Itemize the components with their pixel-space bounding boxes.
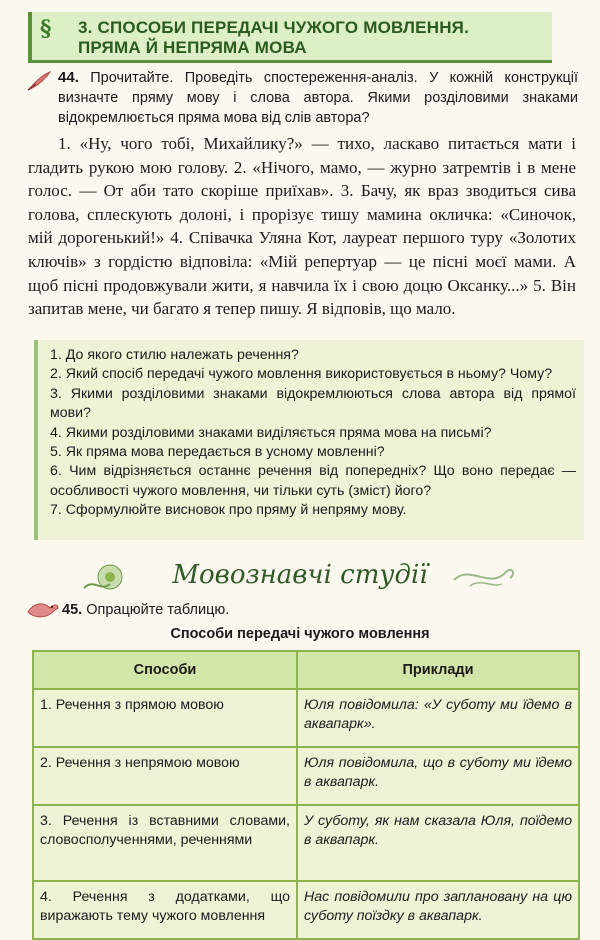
- ways-table: [32, 650, 580, 940]
- task-45: [62, 602, 229, 618]
- question-item: 1. До якого стилю належать речення?: [50, 347, 299, 363]
- table-title: Способи передачі чужого мовлення: [170, 626, 430, 642]
- studies-title: Мовознавчі студії: [172, 560, 428, 590]
- question-item: 6. Чим відрізняється останнє речення від попередніх? Що воно передає — особливості чужого мовлення, чи тільки суть (зміст) його?: [50, 463, 576, 499]
- section-title-line1: 3. СПОСОБИ ПЕРЕДАЧІ ЧУЖОГО МОВЛЕННЯ.: [78, 18, 470, 37]
- studies-banner: [80, 552, 520, 602]
- table-header-row: [33, 651, 579, 689]
- task-45-number: 45.: [62, 602, 83, 618]
- table-row: [33, 747, 579, 805]
- way-cell: 2. Речення з непрямою мовою: [33, 747, 297, 805]
- section-sign: §: [40, 16, 52, 42]
- bird-icon: [26, 598, 60, 622]
- example-cell: Юля повідомила, що в суботу ми їдемо в аквапарк.: [297, 747, 579, 805]
- question-item: 7. Сформулюйте висновок про пряму й непряму мову.: [50, 502, 407, 519]
- table-row: [33, 805, 579, 881]
- example-cell: Юля повідомила: «У суботу ми їдемо в аквапарк».: [297, 689, 579, 747]
- quill-pen-icon: [26, 70, 52, 92]
- task-45-instruction: Опрацюйте таблицю.: [86, 602, 230, 618]
- question-item: 3. Якими розділовими знаками відокремлюються слова автора від прямої мови?: [50, 385, 576, 422]
- flower-ornament-icon: [80, 558, 140, 596]
- table-row: [33, 881, 579, 939]
- table-row: [33, 689, 579, 747]
- task-44-instructions: [58, 68, 578, 128]
- questions-box: [34, 340, 584, 540]
- task-44-instruction-text: Прочитайте. Проведіть спостереження-аналіз. У кожній конструкції визначте пряму мову і слова автора. Якими розділовими знаками відокремлюється пряма мова від слів автора?: [58, 70, 578, 126]
- task-44-sentences: 1. «Ну, чого тобі, Михайлику?» — тихо, ласкаво питається мати і гладить рукою мою голову. 2. «Нічого, мамо, — журно затремтів і в мене голос. — От аби тато скоріше приїхав». 3. Бачу, як враз зводиться сива голова, сплескують долоні, і прорізує тишу мамина окличка: «Синочок, мій дорогенький!» 4. Співачка Уляна Кот, лауреат першого туру «Золотих ключів» з гордістю відповіла: «Мій репертуар — це пісні моєї мами. А щоб пісні продовжували жити, я навчила їх і свою доцю Оксанку...» 5. Він запитав мене, чи багато я тепер пишу. Я відповів, що мало.: [28, 134, 576, 319]
- way-cell: 4. Речення з додатками, що виражають тему чужого мовлення: [33, 881, 297, 939]
- question-item: 2. Який спосіб передачі чужого мовлення використовується в ньому? Чому?: [50, 366, 553, 383]
- section-title-line2: ПРЯМА Й НЕПРЯМА МОВА: [78, 38, 307, 57]
- example-cell: Нас повідомили про заплановану на цю суботу поїздку в аквапарк.: [297, 881, 579, 939]
- question-item: 4. Якими розділовими знаками виділяється пряма мова на письмі?: [50, 424, 492, 441]
- column-header-examples: Приклади: [297, 651, 579, 689]
- way-cell: 1. Речення з прямою мовою: [33, 689, 297, 747]
- section-header: [28, 12, 552, 63]
- way-cell: 3. Речення із вставними словами, словосполученнями, реченнями: [33, 805, 297, 881]
- column-header-ways: Способи: [33, 651, 297, 689]
- task-44-number: 44.: [58, 69, 79, 86]
- example-cell: У суботу, як нам сказала Юля, поїдемо в аквапарк.: [297, 805, 579, 881]
- question-item: 5. Як пряма мова передається в усному мовленні?: [50, 444, 385, 461]
- swirl-ornament-icon: [450, 560, 520, 594]
